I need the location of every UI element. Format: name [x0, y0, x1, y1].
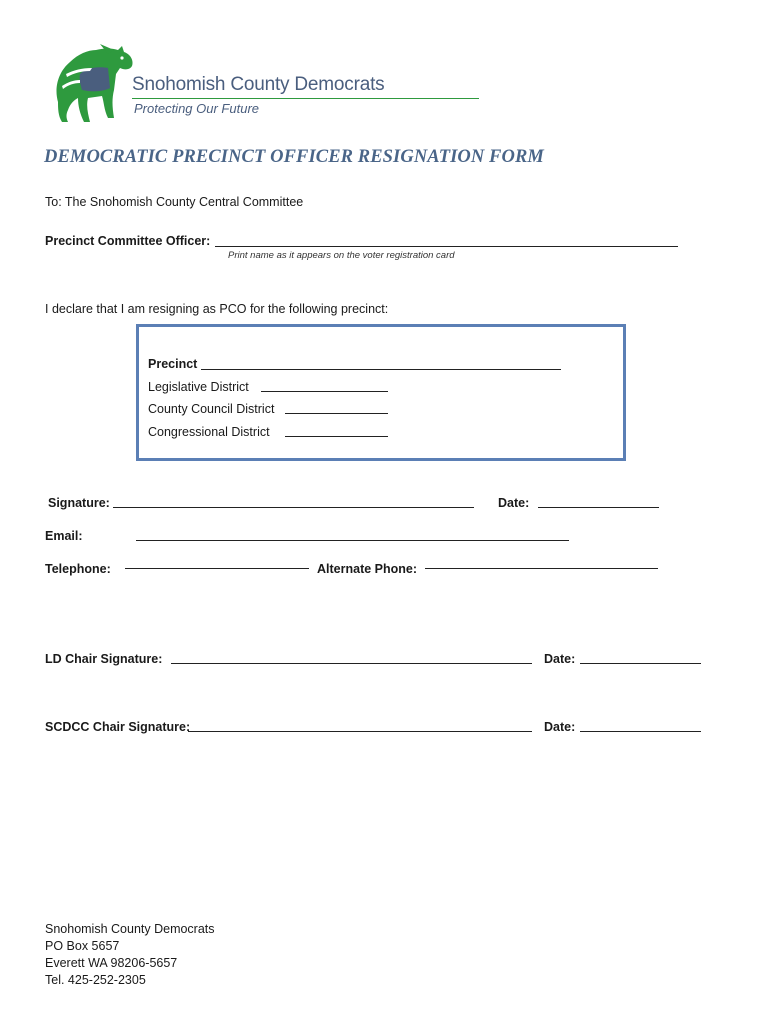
scdcc-chair-signature-field[interactable] — [188, 731, 532, 732]
signature-label: Signature: — [48, 496, 110, 510]
legislative-district-field[interactable] — [261, 391, 388, 392]
scdcc-chair-date-label: Date: — [544, 720, 576, 734]
pco-hint: Print name as it appears on the voter registration card — [228, 250, 455, 261]
congressional-district-label: Congressional District — [148, 425, 270, 439]
telephone-field[interactable] — [125, 568, 309, 569]
declaration-text: I declare that I am resigning as PCO for the following precinct: — [45, 302, 389, 316]
email-label: Email: — [45, 529, 83, 543]
ld-chair-date-label: Date: — [544, 652, 576, 666]
signature-field[interactable] — [113, 507, 474, 508]
congressional-district-field[interactable] — [285, 436, 388, 437]
form-title: DEMOCRATIC PRECINCT OFFICER RESIGNATION FORM — [44, 147, 544, 167]
org-name: Snohomish County Democrats — [132, 74, 385, 95]
telephone-label: Telephone: — [45, 562, 111, 576]
ld-chair-signature-field[interactable] — [171, 663, 532, 664]
recipient-line: To: The Snohomish County Central Committee — [45, 195, 304, 209]
org-tagline: Protecting Our Future — [134, 101, 259, 116]
donkey-logo-icon — [52, 44, 142, 126]
footer-po-box: PO Box 5657 — [45, 939, 120, 953]
pco-label: Precinct Committee Officer: — [45, 234, 211, 248]
footer-phone: Tel. 425-252-2305 — [45, 973, 146, 987]
precinct-label: Precinct — [148, 357, 198, 371]
date-label: Date: — [498, 496, 530, 510]
ld-chair-date-field[interactable] — [580, 663, 701, 664]
footer-city: Everett WA 98206-5657 — [45, 956, 178, 970]
precinct-field[interactable] — [201, 369, 561, 370]
header-divider — [132, 98, 479, 99]
pco-name-field[interactable] — [215, 246, 678, 247]
legislative-district-label: Legislative District — [148, 380, 249, 394]
date-field[interactable] — [538, 507, 659, 508]
email-field[interactable] — [136, 540, 569, 541]
footer-org-name: Snohomish County Democrats — [45, 922, 215, 936]
county-council-district-label: County Council District — [148, 402, 275, 416]
alternate-phone-field[interactable] — [425, 568, 658, 569]
alternate-phone-label: Alternate Phone: — [317, 562, 418, 576]
ld-chair-signature-label: LD Chair Signature: — [45, 652, 163, 666]
county-council-district-field[interactable] — [285, 413, 388, 414]
scdcc-chair-date-field[interactable] — [580, 731, 701, 732]
scdcc-chair-signature-label: SCDCC Chair Signature: — [45, 720, 191, 734]
